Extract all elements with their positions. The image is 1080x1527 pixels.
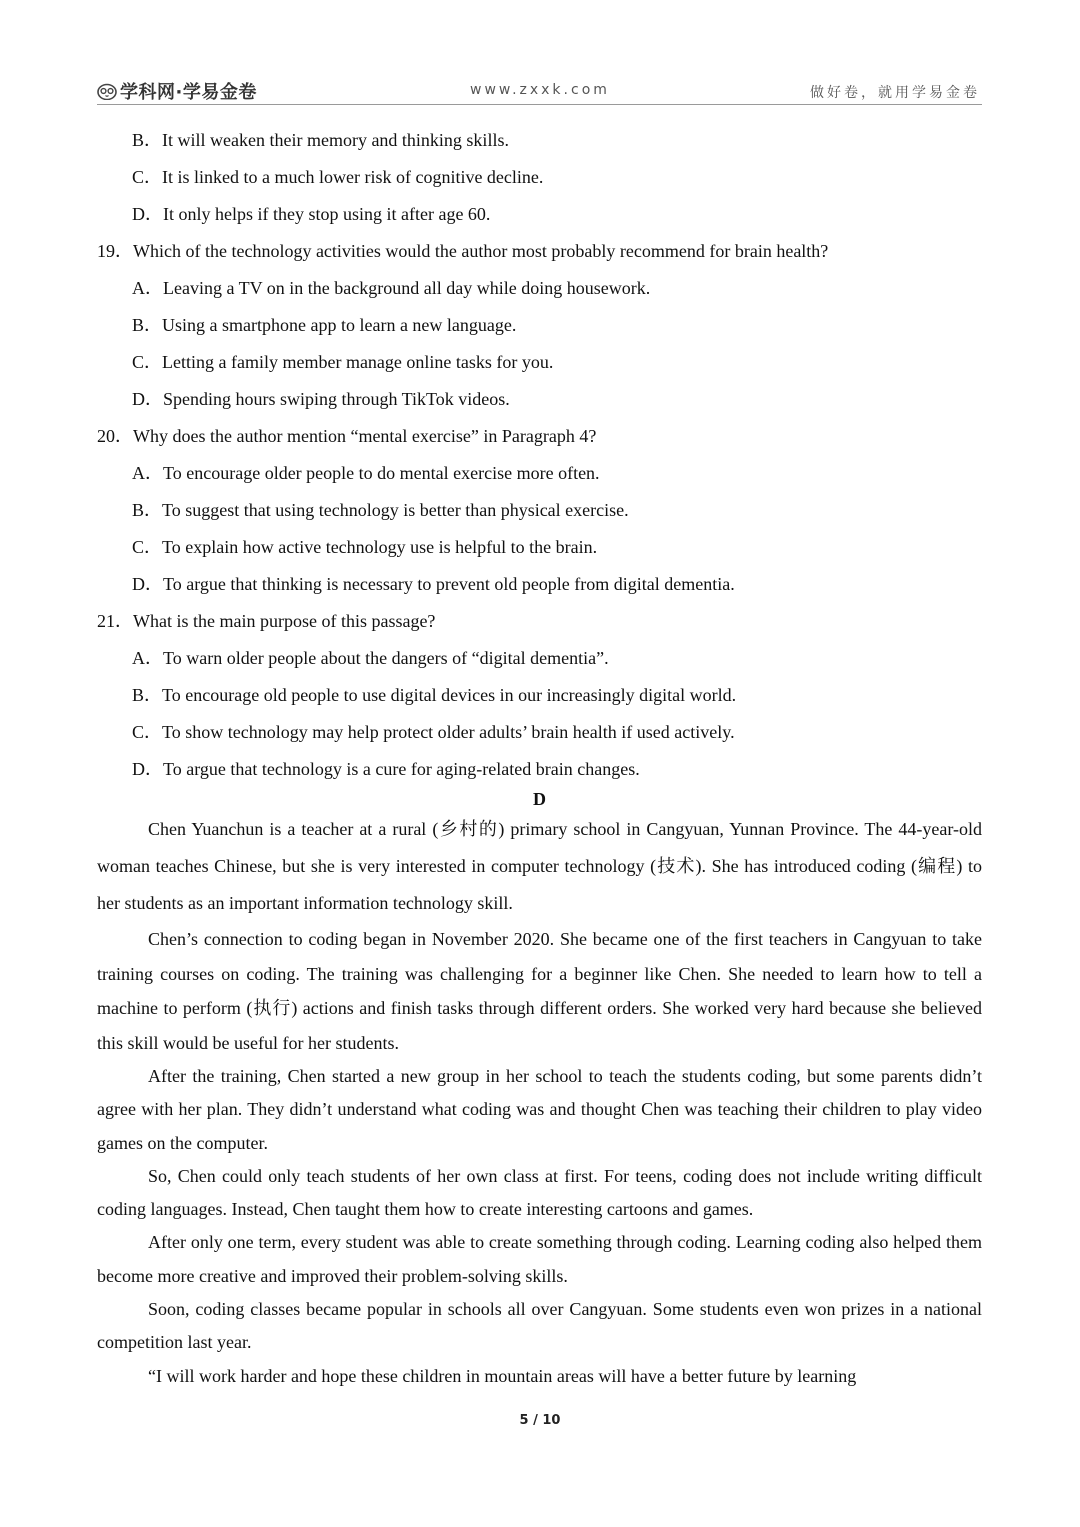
passage-paragraph: After the training, Chen started a new group in her school to teach the students coding, but some parents didn’t agree with her plan. They didn’t understand what coding was and thought Chen was teaching their children to play video games on the computer. [97, 1066, 982, 1153]
page-number: 5 / 10 [519, 1413, 561, 1428]
passage [97, 811, 982, 1393]
question-stem: 20．Why does the author mention “mental exercise” in Paragraph 4? [97, 426, 597, 446]
option-a: A．Leaving a TV on in the background all day while doing housework. [132, 278, 651, 298]
site-logo [97, 78, 257, 104]
option-a: A．To warn older people about the dangers of “digital dementia”. [132, 648, 609, 668]
question-18-tail [97, 122, 982, 233]
option-d: D．To argue that thinking is necessary to prevent old people from digital dementia. [132, 574, 735, 594]
passage-paragraph: Chen Yuanchun is a teacher at a rural (乡村的) primary school in Cangyuan, Yunnan Province. The 44-year-old woman teaches Chinese, but she is very interested in computer technology (技术). She has introduced coding (编程) to her students as an important information technology skill. [97, 819, 982, 913]
owl-icon [97, 82, 117, 100]
passage-paragraph: So, Chen could only teach students of her own class at first. For teens, coding does not include writing difficult coding languages. Instead, Chen taught them how to create interesting cartoons and games. [97, 1165, 982, 1220]
passage-paragraph: After only one term, every student was able to create something through coding. Learning coding also helped them become more creative and improved their problem-solving skills. [97, 1232, 982, 1286]
question-19 [97, 233, 982, 418]
option-d: D．Spending hours swiping through TikTok videos. [132, 389, 510, 409]
option-c: C．To show technology may help protect older adults’ brain health if used actively. [132, 722, 735, 742]
header-slogan: 做好卷，就用学易金卷 [810, 85, 980, 101]
page-content [97, 122, 982, 1393]
question-stem: 21．What is the main purpose of this passage? [97, 611, 436, 631]
logo-text: 学科网·学易金卷 [120, 82, 257, 103]
passage-paragraph: Chen’s connection to coding began in November 2020. She became one of the first teachers in Cangyuan to take training courses on coding. The training was challenging for a beginner like Chen. She needed to learn how to tell a machine to perform (执行) actions and finish tasks through different orders. She worked very hard because she believed this skill would be useful for her students. [97, 929, 982, 1053]
option-b: B．Using a smartphone app to learn a new language. [132, 315, 517, 335]
option-b: B．It will weaken their memory and thinking skills. [132, 130, 509, 150]
option-a: A．To encourage older people to do mental exercise more often. [132, 463, 600, 483]
option-d: D．It only helps if they stop using it after age 60. [132, 204, 491, 224]
section-heading: D [533, 789, 546, 809]
question-21 [97, 603, 982, 788]
passage-paragraph: Soon, coding classes became popular in schools all over Cangyuan. Some students even won prizes in a national competition last year. [97, 1299, 982, 1353]
question-stem: 19．Which of the technology activities would the author most probably recommend for brain health? [97, 241, 829, 261]
option-d: D．To argue that technology is a cure for aging-related brain changes. [132, 759, 640, 779]
option-b: B．To suggest that using technology is better than physical exercise. [132, 500, 629, 520]
page-header [97, 76, 982, 105]
option-c: C．To explain how active technology use is helpful to the brain. [132, 537, 598, 557]
option-c: C．Letting a family member manage online tasks for you. [132, 352, 554, 372]
option-c: C．It is linked to a much lower risk of cognitive decline. [132, 167, 544, 187]
option-b: B．To encourage old people to use digital devices in our increasingly digital world. [132, 685, 737, 705]
question-20 [97, 418, 982, 603]
passage-paragraph: “I will work harder and hope these children in mountain areas will have a better future by learning [148, 1365, 857, 1386]
site-url[interactable]: www.zxxk.com [470, 82, 610, 98]
